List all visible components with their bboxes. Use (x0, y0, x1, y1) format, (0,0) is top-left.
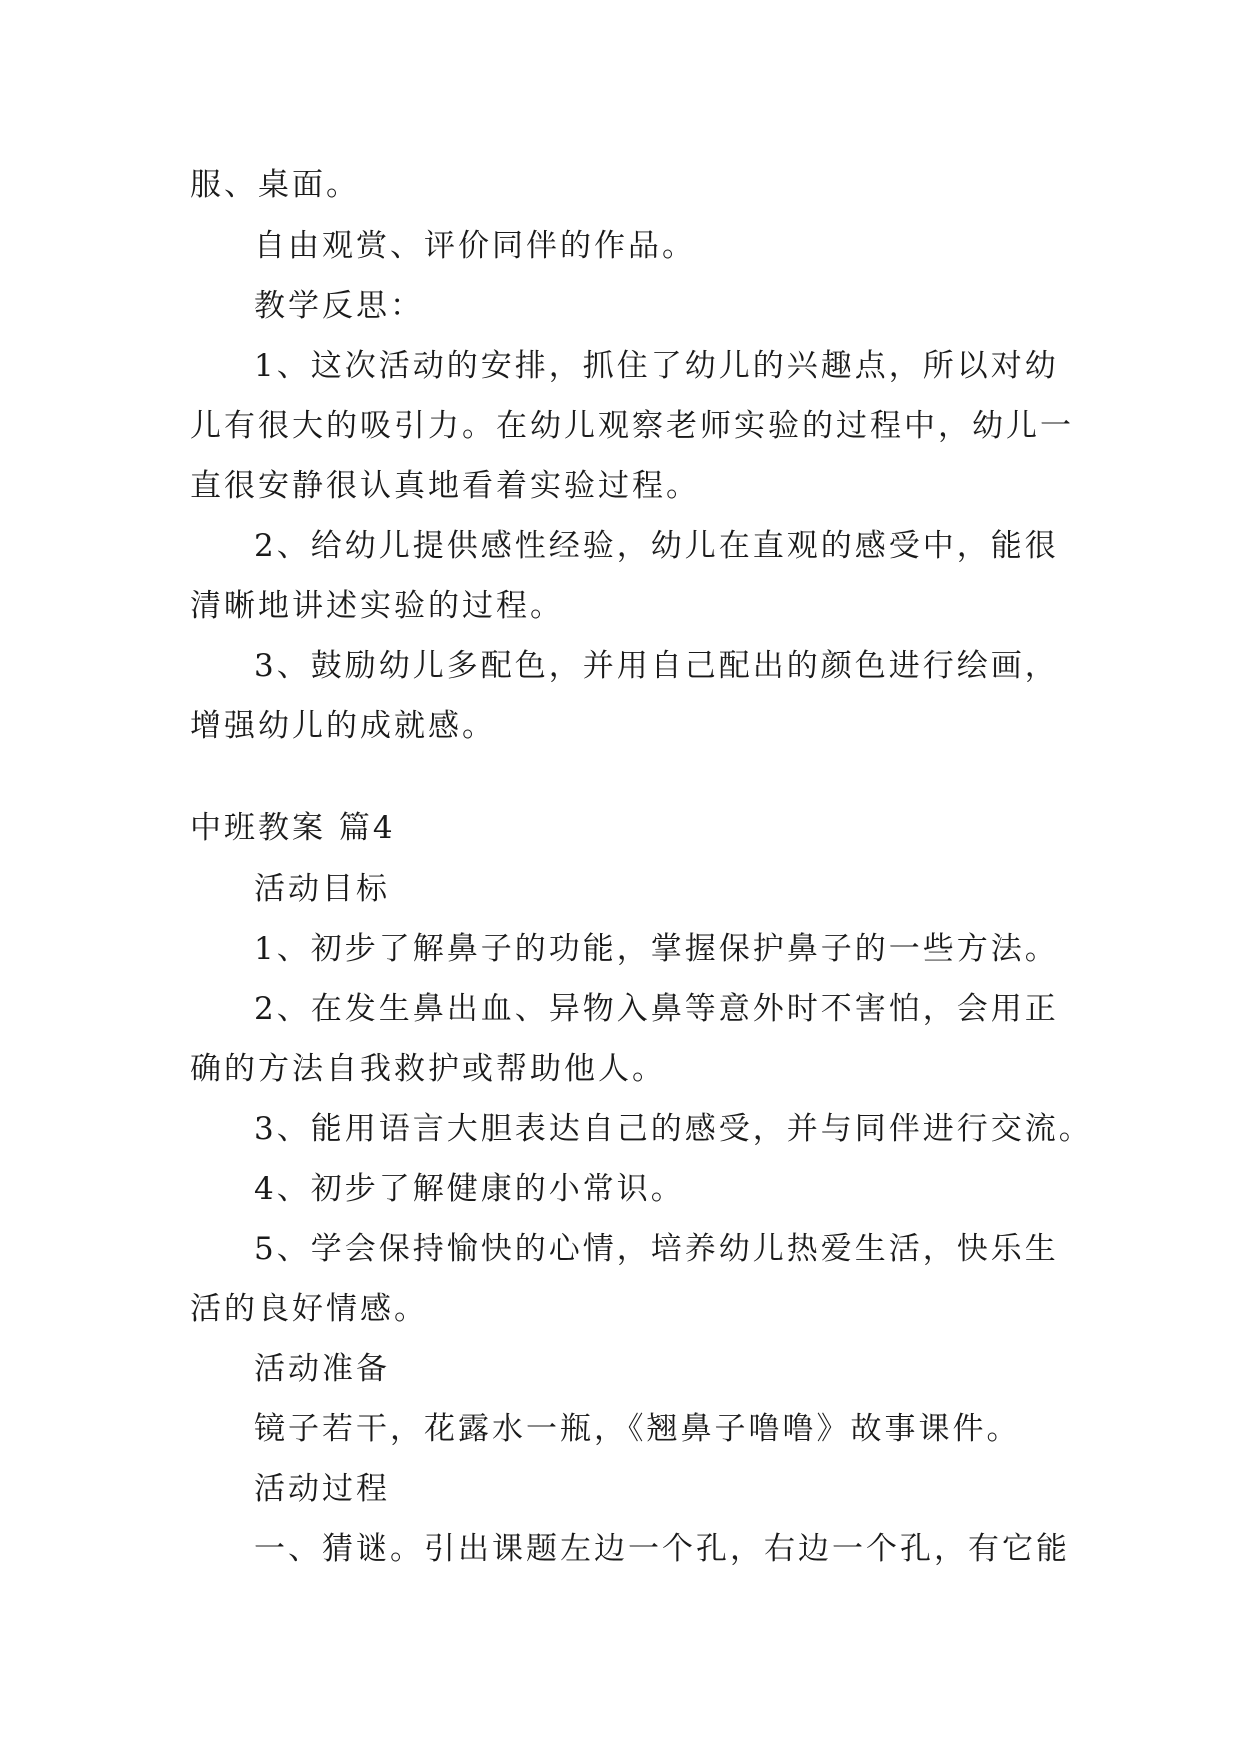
text-line: 3、能用语言大胆表达自己的感受，并与同伴进行交流。 (254, 1111, 1093, 1147)
text-line: 活的良好情感。 (190, 1291, 428, 1327)
text-line: 清晰地讲述实验的过程。 (190, 588, 564, 624)
text-line: 自由观赏、评价同伴的作品。 (254, 228, 696, 264)
text-line: 2、给幼儿提供感性经验，幼儿在直观的感受中，能很 (254, 528, 1059, 564)
text-line: 1、初步了解鼻子的功能，掌握保护鼻子的一些方法。 (254, 931, 1059, 967)
heading-activity-process: 活动过程 (254, 1471, 390, 1507)
text-line: 4、初步了解健康的小常识。 (254, 1171, 685, 1207)
text-line: 服、桌面。 (190, 167, 360, 203)
text-line: 1、这次活动的安排，抓住了幼儿的兴趣点，所以对幼 (254, 348, 1059, 384)
text-line: 镜子若干，花露水一瓶，《翘鼻子噜噜》故事课件。 (254, 1411, 1021, 1447)
text-line: 5、学会保持愉快的心情，培养幼儿热爱生活，快乐生 (254, 1231, 1059, 1267)
text-line: 2、在发生鼻出血、异物入鼻等意外时不害怕，会用正 (254, 991, 1059, 1027)
heading-teaching-reflection: 教学反思： (254, 288, 424, 324)
heading-activity-goals: 活动目标 (254, 871, 390, 907)
text-line: 增强幼儿的成就感。 (190, 708, 496, 744)
text-line: 3、鼓励幼儿多配色，并用自己配出的颜色进行绘画， (254, 648, 1059, 684)
text-line: 儿有很大的吸引力。在幼儿观察老师实验的过程中，幼儿一 (190, 408, 1074, 444)
section-title: 中班教案 篇4 (190, 810, 396, 846)
heading-activity-preparation: 活动准备 (254, 1351, 390, 1387)
text-line: 确的方法自我救护或帮助他人。 (190, 1051, 666, 1087)
text-line: 一、猜谜。引出课题左边一个孔，右边一个孔，有它能 (254, 1531, 1070, 1567)
text-line: 直很安静很认真地看着实验过程。 (190, 468, 700, 504)
